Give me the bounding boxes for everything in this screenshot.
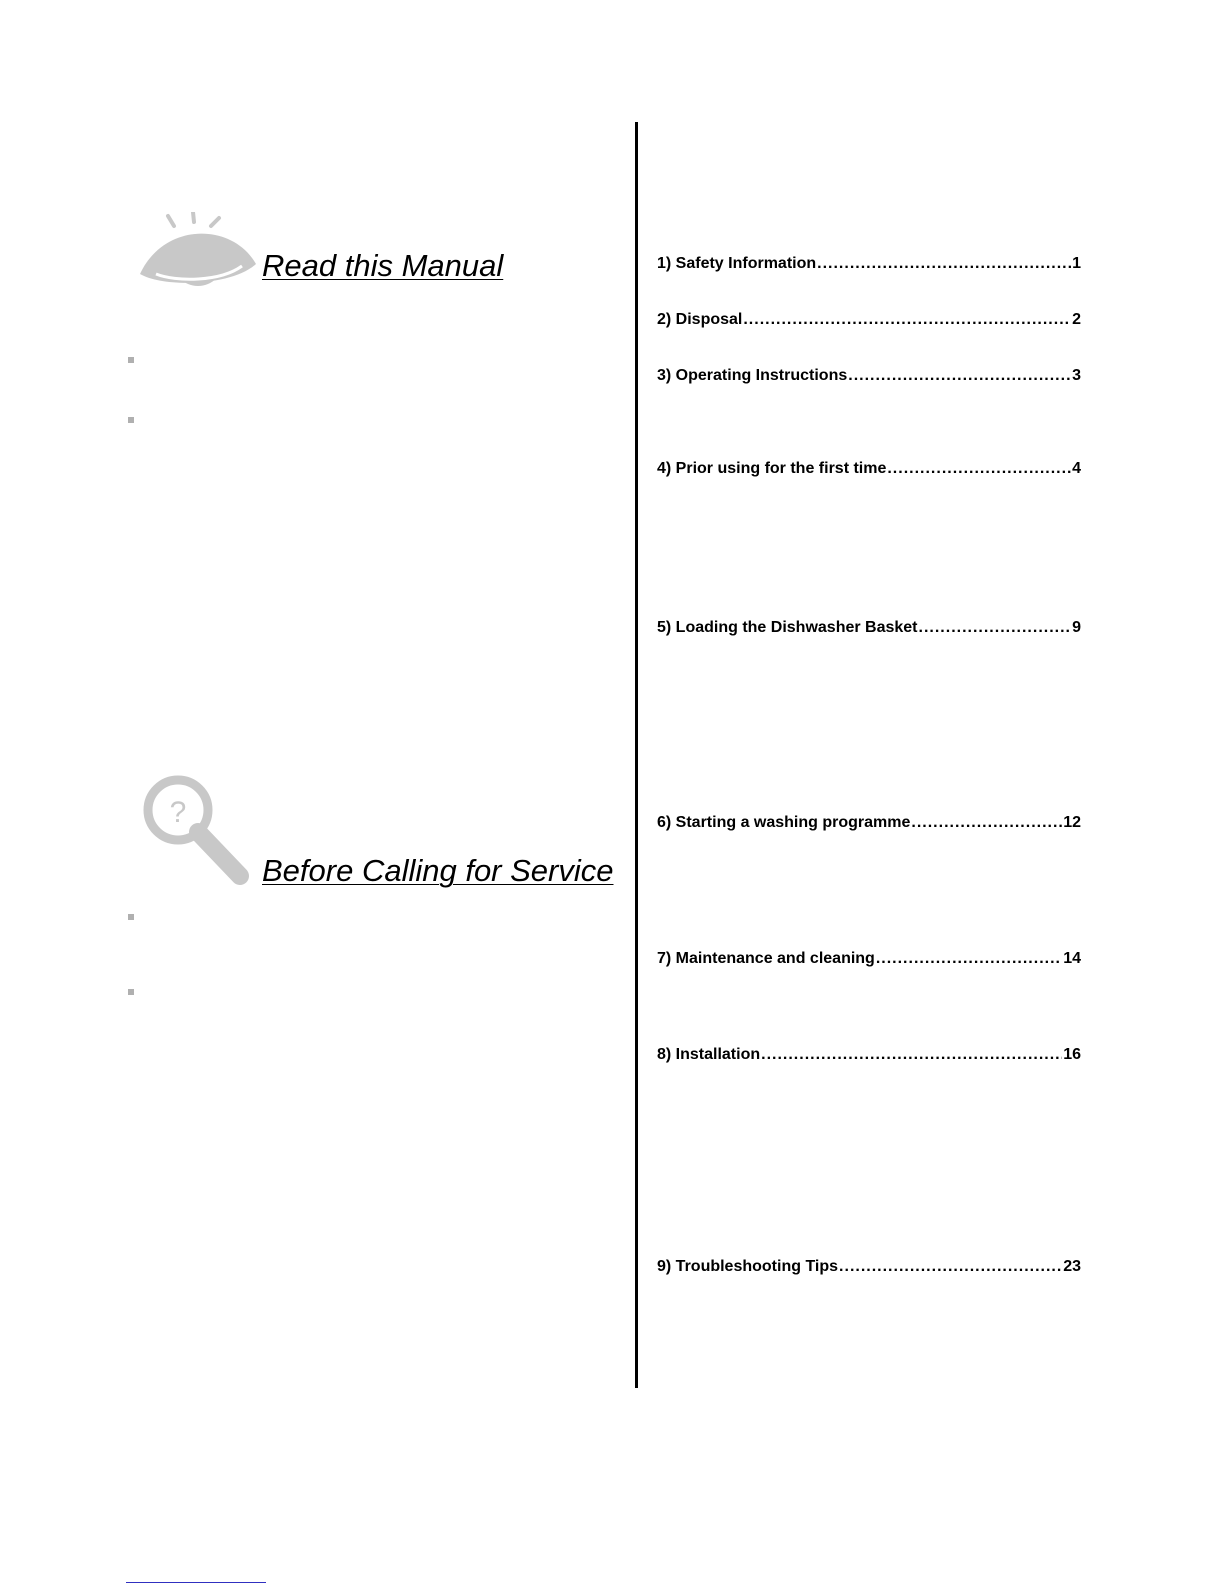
toc-entry-page: 9	[1072, 619, 1081, 636]
toc-entry-troubleshooting[interactable]	[657, 1257, 1081, 1277]
toc-entry-page: 14	[1063, 950, 1081, 967]
bullet-marker	[128, 989, 134, 995]
toc-entry-page: 2	[1072, 311, 1081, 328]
bullet-marker	[128, 417, 134, 423]
toc-entry-page: 3	[1072, 367, 1081, 384]
toc-entry-title: 6) Starting a washing programme	[657, 814, 911, 831]
toc-dot-leader	[919, 618, 1072, 638]
toc-entry-page: 12	[1063, 814, 1081, 831]
toc-entry-title: 9) Troubleshooting Tips	[657, 1258, 839, 1275]
toc-entry-page: 4	[1072, 460, 1081, 477]
eye-icon	[136, 212, 260, 292]
toc-entry-title: 3) Operating Instructions	[657, 367, 848, 384]
toc-entry-title: 2) Disposal	[657, 311, 743, 328]
footer-rule	[126, 1582, 266, 1583]
toc-dot-leader	[876, 949, 1062, 969]
column-divider	[635, 122, 638, 1388]
toc-entry-maintenance[interactable]	[657, 949, 1081, 969]
toc-entry-first-time[interactable]	[657, 459, 1081, 479]
toc-entry-title: 5) Loading the Dishwasher Basket	[657, 619, 918, 636]
toc-entry-page: 16	[1063, 1046, 1081, 1063]
toc-dot-leader	[743, 310, 1071, 330]
toc-entry-title: 4) Prior using for the first time	[657, 460, 887, 477]
toc-entry-installation[interactable]	[657, 1045, 1081, 1065]
toc-entry-operating[interactable]	[657, 366, 1081, 386]
svg-text:?: ?	[169, 796, 187, 829]
toc-entry-title: 7) Maintenance and cleaning	[657, 950, 875, 967]
read-manual-heading: Read this Manual	[262, 248, 504, 283]
magnifier-icon	[140, 772, 252, 890]
toc-dot-leader	[761, 1045, 1062, 1065]
toc-entry-safety[interactable]	[657, 254, 1081, 274]
toc-dot-leader	[848, 366, 1071, 386]
toc-dot-leader	[817, 254, 1071, 274]
toc-entry-loading[interactable]	[657, 618, 1081, 638]
toc-entry-disposal[interactable]	[657, 310, 1081, 330]
toc-dot-leader	[887, 459, 1071, 479]
bullet-marker	[128, 914, 134, 920]
toc-entry-title: 1) Safety Information	[657, 255, 817, 272]
toc-entry-title: 8) Installation	[657, 1046, 761, 1063]
before-calling-service-heading: Before Calling for Service	[262, 853, 614, 888]
toc-entry-page: 23	[1063, 1258, 1081, 1275]
toc-dot-leader	[911, 813, 1062, 833]
bullet-marker	[128, 357, 134, 363]
toc-entry-starting[interactable]	[657, 813, 1081, 833]
toc-entry-page: 1	[1072, 255, 1081, 272]
toc-dot-leader	[839, 1257, 1062, 1277]
